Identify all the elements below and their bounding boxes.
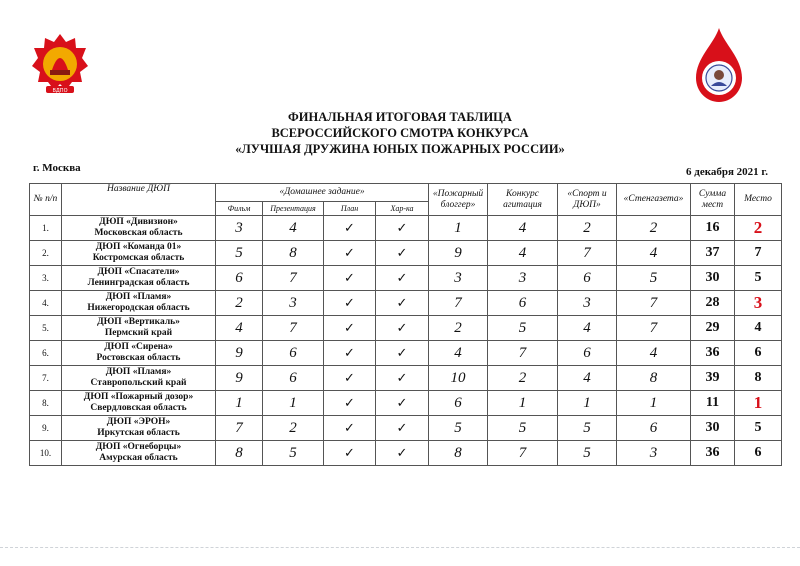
title-line-2: ВСЕРОССИЙСКОГО СМОТРА КОНКУРСА [271,126,529,140]
newspaper-score: 4 [617,341,691,366]
team-region: Ростовская область [96,353,181,363]
newspaper-score: 5 [617,266,691,291]
sum-of-places: 30 [691,416,735,441]
agitation-score: 4 [488,216,558,241]
header-num: № п/п [30,184,62,216]
blogger-score: 4 [429,341,488,366]
presentation-score: 1 [263,391,324,416]
header-place: Место [735,184,782,216]
header-film: Фильм [216,202,263,216]
team-region: Ставропольский край [90,378,187,388]
table-row [30,216,782,241]
city-label: г. Москва [33,162,81,174]
characteristic-check-icon: ✓ [376,216,429,241]
sport-score: 3 [558,291,617,316]
header-presentation: Презентация [263,202,324,216]
film-score: 9 [216,341,263,366]
row-number: 6. [30,341,62,366]
newspaper-score: 2 [617,216,691,241]
characteristic-check-icon: ✓ [376,441,429,466]
sport-score: 4 [558,366,617,391]
sport-score: 5 [558,441,617,466]
team-region: Иркутская область [97,428,180,438]
team-region: Свердловская область [90,403,187,413]
team-name [62,216,216,241]
final-place: 8 [735,366,782,391]
sport-score: 6 [558,266,617,291]
table-row [30,441,782,466]
team-title: ДЮП «Вертикаль» [97,317,180,327]
agitation-score: 7 [488,341,558,366]
plan-check-icon: ✓ [324,316,376,341]
plan-check-icon: ✓ [324,216,376,241]
sum-of-places: 37 [691,241,735,266]
blogger-score: 7 [429,291,488,316]
plan-check-icon: ✓ [324,391,376,416]
team-region: Ленинградская область [87,278,190,288]
table-row [30,341,782,366]
plan-check-icon: ✓ [324,266,376,291]
blogger-score: 2 [429,316,488,341]
newspaper-score: 1 [617,391,691,416]
presentation-score: 2 [263,416,324,441]
sport-score: 1 [558,391,617,416]
row-number: 2. [30,241,62,266]
film-score: 3 [216,216,263,241]
svg-text:ВДПО: ВДПО [52,88,68,94]
sum-of-places: 28 [691,291,735,316]
title-line-3: «ЛУЧШАЯ ДРУЖИНА ЮНЫХ ПОЖАРНЫХ РОССИИ» [235,142,565,156]
team-title: ДЮП «Пламя» [105,292,172,302]
header-sport: «Спорт и ДЮП» [558,184,617,216]
newspaper-score: 6 [617,416,691,441]
sum-of-places: 30 [691,266,735,291]
presentation-score: 3 [263,291,324,316]
film-score: 5 [216,241,263,266]
presentation-score: 7 [263,316,324,341]
team-name [62,341,216,366]
table-row [30,291,782,316]
team-title: ДЮП «Дивизион» [99,217,178,227]
row-number: 4. [30,291,62,316]
blogger-score: 5 [429,416,488,441]
team-title: ДЮП «Огнеборцы» [95,442,182,452]
sum-of-places: 36 [691,441,735,466]
blogger-score: 6 [429,391,488,416]
final-place: 5 [735,416,782,441]
team-name [62,391,216,416]
sport-score: 4 [558,316,617,341]
newspaper-score: 8 [617,366,691,391]
newspaper-score: 7 [617,316,691,341]
agitation-score: 6 [488,291,558,316]
team-title: ДЮП «Сирена» [104,342,173,352]
table-row [30,316,782,341]
row-number: 3. [30,266,62,291]
team-name [62,416,216,441]
characteristic-check-icon: ✓ [376,366,429,391]
sum-of-places: 36 [691,341,735,366]
film-score: 7 [216,416,263,441]
presentation-score: 5 [263,441,324,466]
blogger-score: 1 [429,216,488,241]
final-place: 6 [735,341,782,366]
plan-check-icon: ✓ [324,366,376,391]
plan-check-icon: ✓ [324,441,376,466]
team-region: Костромская область [92,253,185,263]
header-agitation: Конкурс агитация [488,184,558,216]
team-name [62,441,216,466]
team-name [62,266,216,291]
characteristic-check-icon: ✓ [376,416,429,441]
team-title: ДЮП «Пожарный дозор» [83,392,194,402]
header-blogger: «Пожарный блоггер» [429,184,488,216]
blogger-score: 3 [429,266,488,291]
final-place: 6 [735,441,782,466]
team-region: Московская область [94,228,183,238]
newspaper-score: 3 [617,441,691,466]
characteristic-check-icon: ✓ [376,266,429,291]
agitation-score: 1 [488,391,558,416]
team-title: ДЮП «ЭРОН» [106,417,171,427]
table-row [30,391,782,416]
team-region: Нижегородская область [87,303,190,313]
presentation-score: 4 [263,216,324,241]
header-characteristic: Хар-ка [376,202,429,216]
team-name [62,291,216,316]
characteristic-check-icon: ✓ [376,391,429,416]
blogger-score: 8 [429,441,488,466]
header-name: Название ДЮП [62,184,216,216]
team-name [62,316,216,341]
presentation-score: 6 [263,366,324,391]
agitation-score: 2 [488,366,558,391]
sport-score: 5 [558,416,617,441]
row-number: 8. [30,391,62,416]
team-region: Пермский край [104,328,173,338]
agitation-score: 5 [488,316,558,341]
film-score: 8 [216,441,263,466]
film-score: 1 [216,391,263,416]
agitation-score: 5 [488,416,558,441]
date-label: 6 декабря 2021 г. [686,166,768,178]
team-title: ДЮП «Команда 01» [95,242,182,252]
plan-check-icon: ✓ [324,241,376,266]
table-row [30,416,782,441]
film-score: 4 [216,316,263,341]
header-plan: План [324,202,376,216]
row-number: 5. [30,316,62,341]
team-title: ДЮП «Пламя» [105,367,172,377]
film-score: 9 [216,366,263,391]
team-name [62,241,216,266]
row-number: 7. [30,366,62,391]
plan-check-icon: ✓ [324,416,376,441]
film-score: 6 [216,266,263,291]
blogger-score: 10 [429,366,488,391]
sum-of-places: 29 [691,316,735,341]
sport-score: 6 [558,341,617,366]
presentation-score: 8 [263,241,324,266]
characteristic-check-icon: ✓ [376,291,429,316]
document-title [0,109,800,157]
sum-of-places: 11 [691,391,735,416]
drop-emblem-icon [694,26,744,106]
table-row [30,366,782,391]
presentation-score: 7 [263,266,324,291]
vdpo-emblem-icon [30,32,90,98]
row-number: 9. [30,416,62,441]
final-place: 4 [735,316,782,341]
characteristic-check-icon: ✓ [376,341,429,366]
newspaper-score: 4 [617,241,691,266]
final-place: 5 [735,266,782,291]
final-place: 2 [735,216,782,241]
header-sum: Сумма мест [691,184,735,216]
presentation-score: 6 [263,341,324,366]
final-place: 7 [735,241,782,266]
agitation-score: 3 [488,266,558,291]
team-region: Амурская область [99,453,178,463]
team-title: ДЮП «Спасатели» [97,267,180,277]
final-place: 1 [735,391,782,416]
sport-score: 2 [558,216,617,241]
newspaper-score: 7 [617,291,691,316]
row-number: 1. [30,216,62,241]
agitation-score: 7 [488,441,558,466]
final-place: 3 [735,291,782,316]
blogger-score: 9 [429,241,488,266]
plan-check-icon: ✓ [324,341,376,366]
table-row [30,241,782,266]
sum-of-places: 39 [691,366,735,391]
page-divider [0,547,800,548]
plan-check-icon: ✓ [324,291,376,316]
sum-of-places: 16 [691,216,735,241]
table-row [30,266,782,291]
sport-score: 7 [558,241,617,266]
header-newspaper: «Стенгазета» [617,184,691,216]
row-number: 10. [30,441,62,466]
characteristic-check-icon: ✓ [376,316,429,341]
title-line-1: ФИНАЛЬНАЯ ИТОГОВАЯ ТАБЛИЦА [288,110,512,124]
header-home-task: «Домашнее задание» [216,184,429,202]
results-table [29,183,782,466]
film-score: 2 [216,291,263,316]
characteristic-check-icon: ✓ [376,241,429,266]
team-name [62,366,216,391]
agitation-score: 4 [488,241,558,266]
